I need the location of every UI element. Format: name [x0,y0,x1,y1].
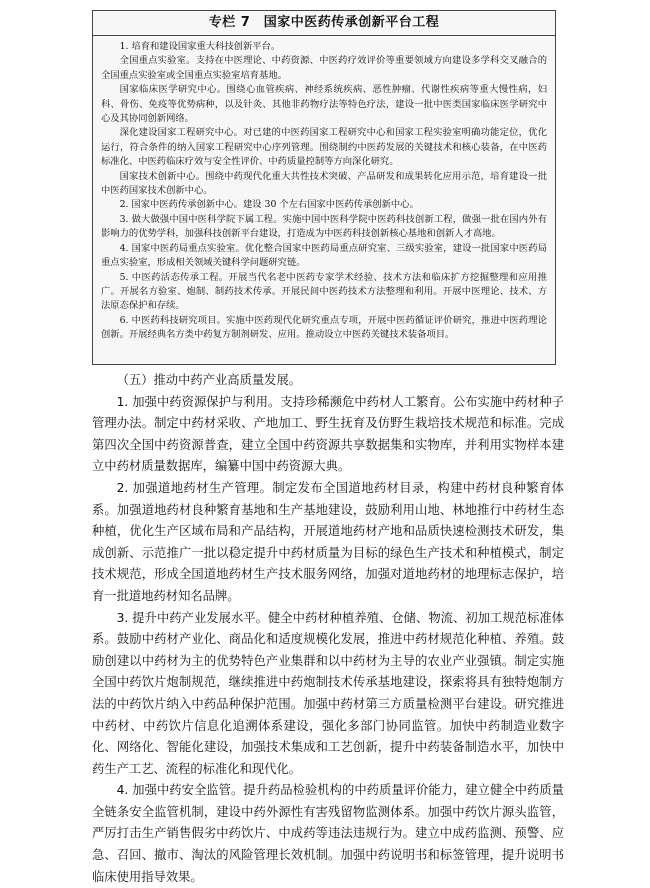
paragraph-text: 支持珍稀濒危中药材人工繁育。公布实施中药材种子管理办法。制定中药材采收、产地加工、野生抚育及仿野生栽培技术规范和标准。完成第四次全国中药资源普查，建立全国中药资源共享数据集和实物库，并利用实物样本建立中药材质量数据库，编纂中国中药资源大典。 [92,394,564,474]
paragraph-text: 提升药品检验机构的中药质量评价能力，建立健全中药质量全链条安全监管机制，建设中药外源性有害残留物监测体系。加强中药饮片源头监管，严厉打击生产销售假劣中药饮片、中成药等违法违规行为。建立中成药监测、预警、应急、召回、撤市、淘汰的风险管理长效机制。加强中药说明书和标签管理，提升说明书临床使用指导效果。 [92,783,564,884]
column-paragraph: 全国重点实验室。支持在中医理论、中药资源、中医药疗效评价等重要领域方向建设多学科交叉融合的全国重点实验室或全国重点实验室培育基地。 [101,55,547,81]
paragraph-lead: 4. 加强中药安全监管。 [116,783,244,798]
column-body [93,36,555,343]
main-paragraph [92,392,564,478]
main-text [92,370,564,888]
column-paragraph: 国家技术创新中心。围绕中药现代化重大共性技术突破、产品研发和成果转化应用示范，培育建设一批中医药国家技术创新中心。 [101,170,547,197]
main-paragraph [92,780,564,888]
paragraph-text: 健全中药材种植养殖、仓储、物流、初加工规范标准体系。鼓励中药材产业化、商品化和适度规模化发展，推进中药材规范化种植、养殖。鼓励创建以中药材为主的优势特色产业集群和以中药材为主导的农业产业强镇。制定实施全国中药饮片炮制规范，继续推进中药炮制技术传承基地建设，探索将具有独特炮制方法的中药饮片纳入中药品种保护范围。加强中药材第三方质量检测平台建设。研究推进中药材、中药饮片信息化追溯体系建设，强化多部门协同监管。加快中药制造业数字化、网络化、智能化建设，加强技术集成和工艺创新，提升中药装备制造水平，加快中药生产工艺、流程的标准化和现代化。 [92,610,564,776]
column-paragraph: 6. 中医药科技研究项目。实施中医药现代化研究重点专项，开展中医药循证评价研究，推进中医药理论创新。开展经典名方类中药复方制剂研发、应用。推动设立中医药关键技术装备项目。 [101,314,547,341]
paragraph-lead: 3. 提升中药产业发展水平。 [116,610,268,625]
section-heading: （五）推动中药产业高质量发展。 [116,373,302,387]
column-paragraph: 1. 培育和建设国家重大科技创新平台。 [119,41,281,52]
paragraph-lead: 1. 加强中药资源保护与利用。 [116,394,281,409]
column-paragraph: 3. 做大做强中国中医科学院下属工程。实施中国中医科学院中医药科技创新工程，做强一批在国内外有影响力的优势学科，加强科技创新平台建设，打造成为中医药科技创新核心基地和创新人才高地。 [101,213,547,240]
main-paragraph [92,478,564,608]
column-paragraph: 国家临床医学研究中心。围绕心血管疾病、神经系统疾病、恶性肿瘤、代谢性疾病等重大慢性病，妇科、骨伤、免疫等优势病种，以及针灸、其他非药物疗法等特色疗法，建设一批中医类国家临床医学研究中心及其协同创新网络。 [101,84,547,125]
column-paragraph: 5. 中医药活态传承工程。开展当代名老中医药专家学术经验、技术方法和临床扩方挖掘整理和应用推广。开展名方验室、炮制、制药技术传承。开展民间中医药技术方法整理和利用。开展中医理论、技术、方法原态保护和存续。 [101,271,547,312]
main-paragraph [92,608,564,781]
column-paragraph: 2. 国家中医药传承创新中心。建设 30 个左右国家中医药传承创新中心。 [119,199,419,211]
column-paragraph: 4. 国家中医药局重点实验室。优化整合国家中医药局重点研究室、三级实验室，建设一批国家中医药局重点实验室，形成相关领域关键科学问题研究链。 [101,242,547,269]
paragraph-lead: 2. 加强道地药材生产管理。 [116,480,273,495]
paragraph-text: 制定发布全国道地药材目录，构建中药材良种繁育体系。加强道地药材良种繁育基地和生产基地建设，鼓励利用山地、林地推行中药材生态种植，优化生产区域布局和产品结构，开展道地药材产地和品质快速检测技术研发，集成创新、示范推广一批以稳定提升中药材质量为目标的绿色生产技术和种植模式，制定技术规范，形成全国道地药材生产技术服务网络，加强对道地药材的地理标志保护，培育一批道地药材知名品牌。 [92,480,564,603]
column-title: 专栏 7 国家中医药传承创新平台工程 [93,11,555,36]
column-paragraph: 深化建设国家工程研究中心。对已建的中医药国家工程研究中心和国家工程实验室明确功能定位，优化运行，符合条件的纳入国家工程研究中心序列管理。围绕制约中医药发展的关键技术和核心装备，在中医药标准化、中医药临床疗效与安全性评价、中药质量控制等方向深化研究。 [101,127,547,168]
column-box [92,10,556,365]
